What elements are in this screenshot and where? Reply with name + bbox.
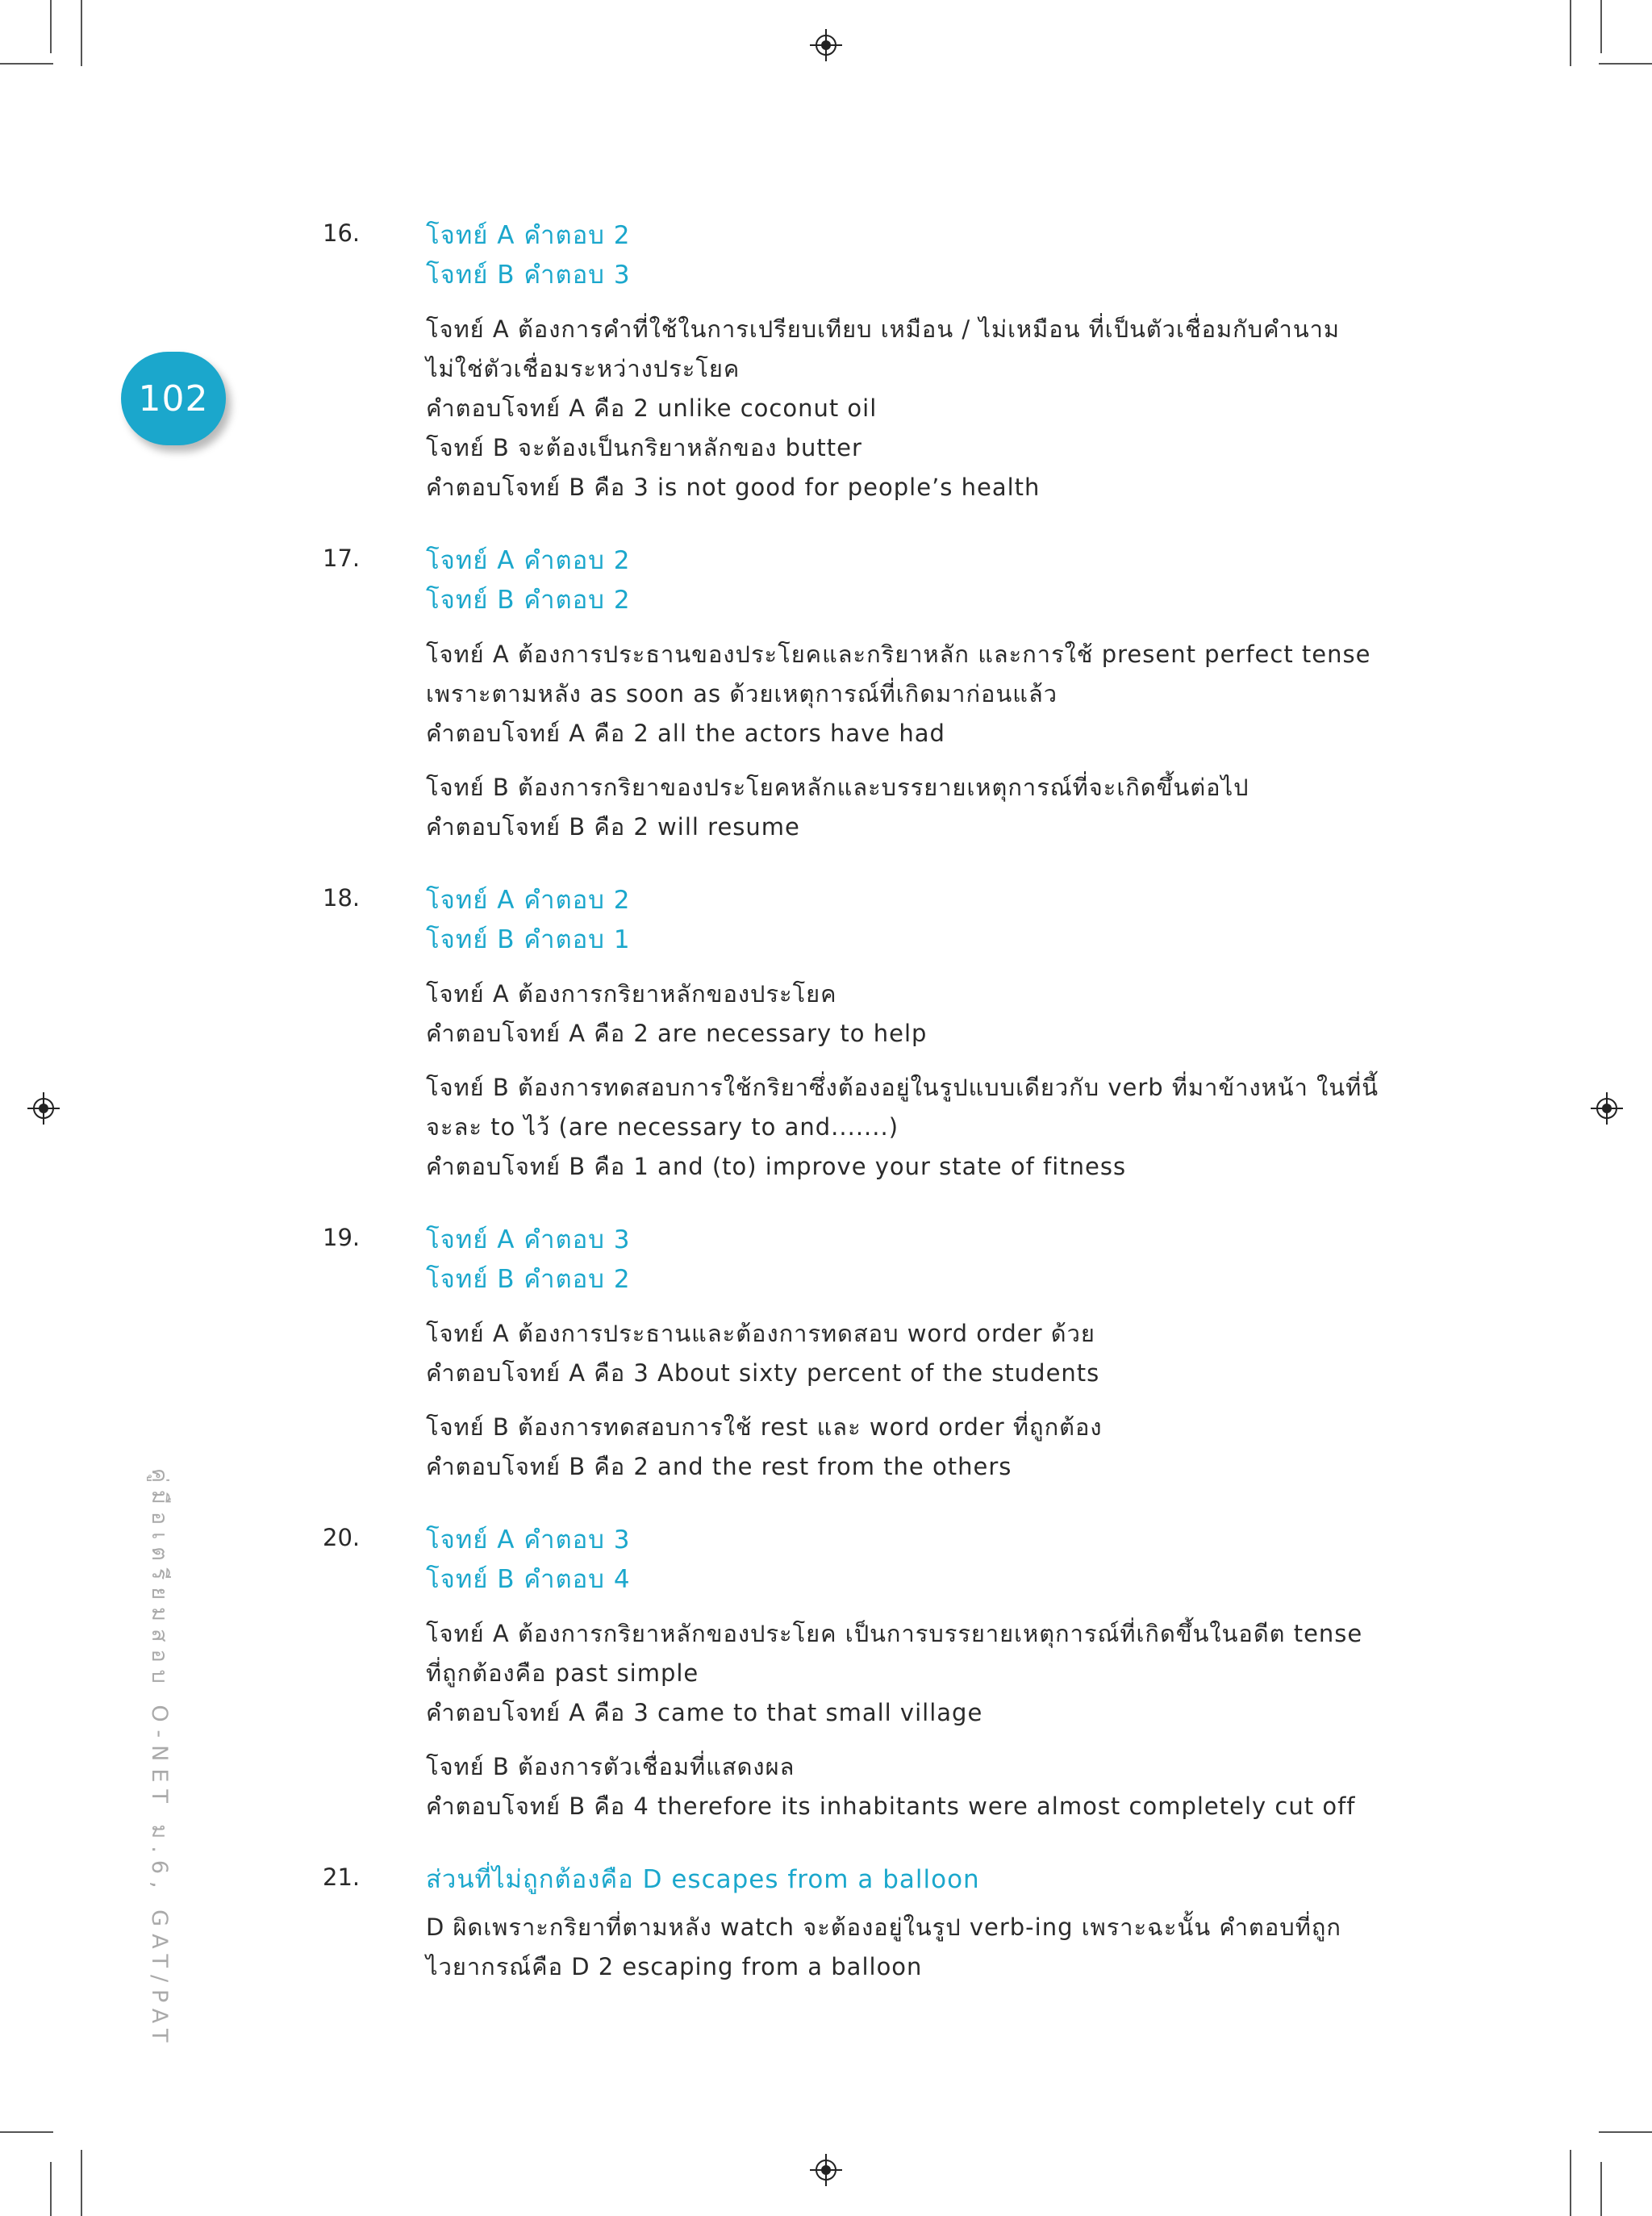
answer-key [426,216,1436,295]
answer-key [426,1221,1436,1300]
explanation-line: โจทย์ A ต้องการประธานของประโยคและกริยาหลัก และการใช้ present perfect tense [426,641,1371,668]
crop-mark [1570,0,1571,66]
explanation-line: เพราะตามหลัง as soon as ด้วยเหตุการณ์ที่เกิดมาก่อนแล้ว [426,680,1058,707]
explanation-line: คำตอบโจทย์ B คือ 2 will resume [426,813,800,841]
question-number: 18. [323,884,361,912]
explanation-line: โจทย์ A ต้องการคำที่ใช้ในการเปรียบเทียบ เหมือน / ไม่เหมือน ที่เป็นตัวเชื่อมกับคำนาม [426,315,1341,343]
explanation-line: คำตอบโจทย์ A คือ 3 came to that small village [426,1699,983,1726]
crop-mark [0,63,53,65]
explanation-paragraph [426,974,1436,1054]
crop-mark [1600,0,1602,53]
explanation-line: โจทย์ B จะต้องเป็นกริยาหลักของ butter [426,434,862,461]
explanation-line: โจทย์ A ต้องการกริยาหลักของประโยค เป็นการบรรยายเหตุการณ์ที่เกิดขึ้นในอดีต tense [426,1620,1363,1647]
explanation-paragraph [426,310,1436,507]
answer-line: โจทย์ A คำตอบ 2 [426,546,631,575]
crop-mark [50,2162,52,2216]
answer-line: โจทย์ A คำตอบ 2 [426,886,631,915]
page-number: 102 [138,378,209,419]
explanation-line: คำตอบโจทย์ B คือ 1 and (to) improve your state of fitness [426,1153,1127,1180]
crop-mark [1599,63,1652,65]
explanation-line: จะละ to ไว้ (are necessary to and.......) [426,1113,899,1141]
answer-key [426,1521,1436,1600]
explanation-paragraph [426,1747,1436,1826]
answer-line: โจทย์ A คำตอบ 3 [426,1225,631,1254]
answer-key [426,881,1436,960]
registration-mark-icon [810,2154,842,2186]
explanation-line: คำตอบโจทย์ A คือ 2 all the actors have had [426,720,945,747]
explanation-line: โจทย์ A ต้องการประธานและต้องการทดสอบ word order ด้วย [426,1320,1095,1347]
explanation-line: โจทย์ B ต้องการทดสอบการใช้ rest และ word order ที่ถูกต้อง [426,1413,1103,1441]
registration-mark-icon [1591,1092,1623,1125]
explanation-paragraph [426,1408,1436,1487]
answer-line: โจทย์ B คำตอบ 3 [426,261,631,290]
question-block [323,216,1436,507]
explanation-line: โจทย์ B ต้องการทดสอบการใช้กริยาซึ่งต้องอยู่ในรูปแบบเดียวกับ verb ที่มาข้างหน้า ในที่นี้ [426,1074,1379,1101]
answer-line: โจทย์ B คำตอบ 1 [426,925,631,954]
explanation-line: D ผิดเพราะกริยาที่ตามหลัง watch จะต้องอยู่ในรูป verb-ing เพราะฉะนั้น คำตอบที่ถูก [426,1913,1341,1941]
answer-key [426,541,1436,620]
question-number: 16. [323,219,361,247]
question-number: 19. [323,1224,361,1251]
answer-key [426,1860,1436,1900]
answer-explanations [323,216,1436,2021]
explanation-line: คำตอบโจทย์ A คือ 2 unlike coconut oil [426,394,878,422]
crop-mark [1599,2131,1652,2133]
explanation-paragraph [426,1068,1436,1187]
explanation-line: คำตอบโจทย์ B คือ 2 and the rest from the others [426,1453,1012,1480]
answer-line: โจทย์ B คำตอบ 4 [426,1565,631,1594]
explanation-line: คำตอบโจทย์ B คือ 4 therefore its inhabitants were almost completely cut off [426,1792,1356,1820]
explanation-line: คำตอบโจทย์ B คือ 3 is not good for people’s health [426,474,1041,501]
answer-line: โจทย์ A คำตอบ 3 [426,1525,631,1555]
question-number: 17. [323,545,361,572]
question-block [323,1221,1436,1487]
question-number: 20. [323,1524,361,1551]
answer-line: โจทย์ B คำตอบ 2 [426,1265,631,1294]
crop-mark [1600,2162,1602,2216]
explanation-line: คำตอบโจทย์ A คือ 3 About sixty percent of the students [426,1359,1100,1387]
registration-mark-icon [27,1092,60,1125]
answer-line: ส่วนที่ไม่ถูกต้องคือ D escapes from a balloon [426,1865,980,1894]
explanation-line: คำตอบโจทย์ A คือ 2 are necessary to help [426,1020,928,1047]
explanation-paragraph [426,1314,1436,1393]
explanation-line: โจทย์ B ต้องการกริยาของประโยคหลักและบรรยายเหตุการณ์ที่จะเกิดขึ้นต่อไป [426,774,1249,801]
explanation-paragraph [426,635,1436,753]
explanation-paragraph [426,1614,1436,1733]
crop-mark [0,2131,53,2133]
question-number: 21. [323,1863,361,1891]
question-block [323,1521,1436,1826]
explanation-line: ไวยากรณ์คือ D 2 escaping from a balloon [426,1953,923,1980]
question-block [323,1860,1436,1987]
crop-mark [81,2150,82,2216]
answer-line: โจทย์ A คำตอบ 2 [426,221,631,250]
explanation-paragraph [426,768,1436,847]
explanation-paragraph [426,1908,1436,1987]
question-block [323,541,1436,847]
answer-line: โจทย์ B คำตอบ 2 [426,586,631,615]
explanation-line: โจทย์ B ต้องการตัวเชื่อมที่แสดงผล [426,1753,795,1780]
registration-mark-icon [810,29,842,61]
page-number-badge [121,352,226,445]
crop-mark [50,0,52,53]
crop-mark [1570,2150,1571,2216]
explanation-line: ไม่ใช่ตัวเชื่อมระหว่างประโยค [426,355,740,382]
explanation-line: ที่ถูกต้องคือ past simple [426,1659,699,1687]
question-block [323,881,1436,1187]
crop-mark [81,0,82,66]
explanation-line: โจทย์ A ต้องการกริยาหลักของประโยค [426,980,837,1008]
side-book-title: คู่มือเตรียมสอบ O-NET ม.6, GAT/PAT [147,1468,172,2050]
